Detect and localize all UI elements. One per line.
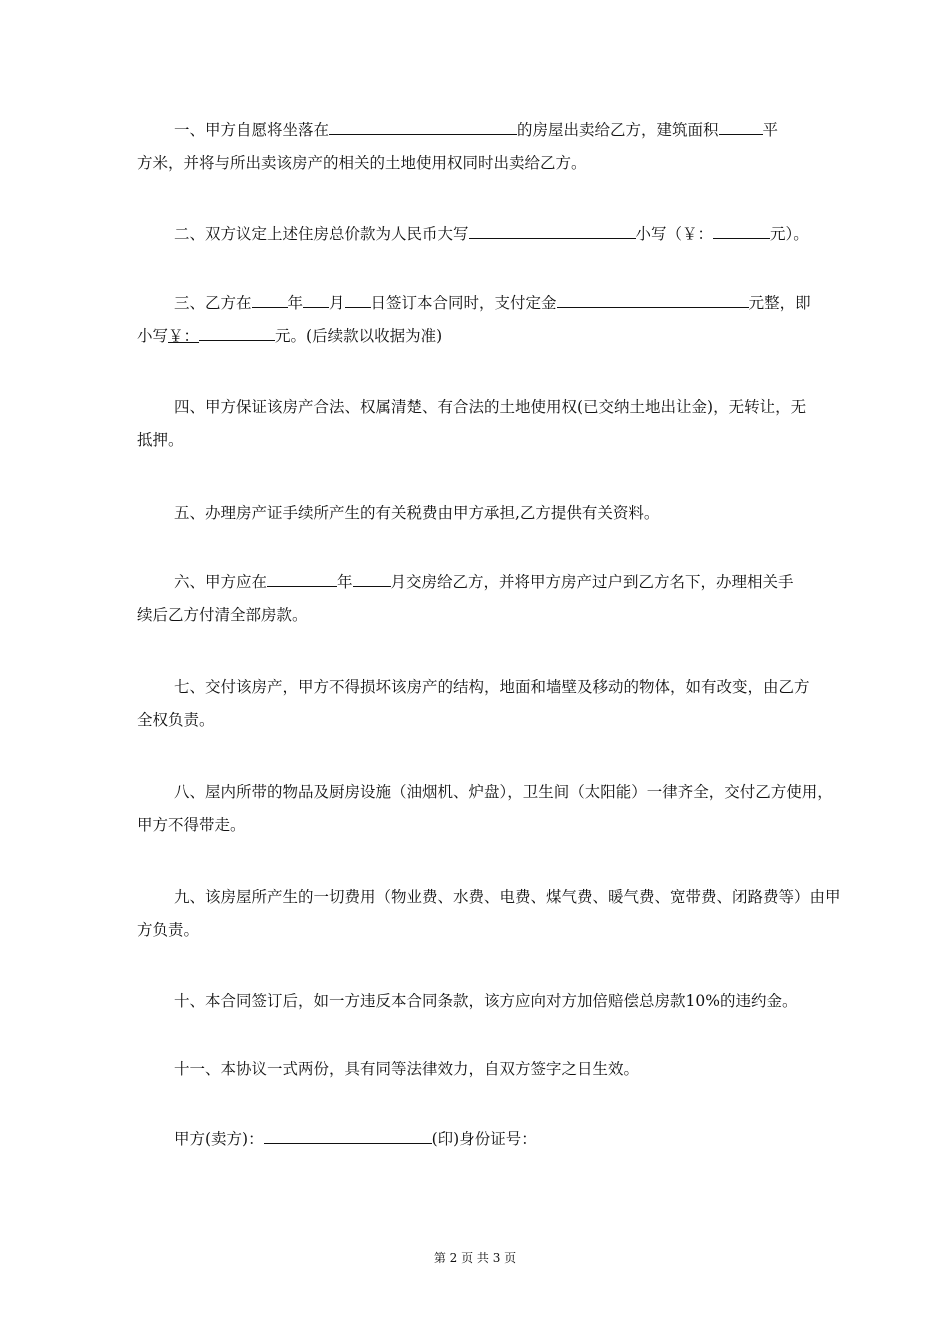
clause-1-line-1 — [137, 114, 813, 147]
deposit-blank[interactable] — [557, 290, 749, 308]
clause-text: 年 — [287, 294, 304, 312]
clause-7-line-1: 七、交付该房产，甲方不得损坏该房产的结构，地面和墙壁及移动的物体，如有改变，由乙方 — [174, 678, 810, 696]
clause-text: 月 — [329, 294, 345, 312]
clause-1-line-2: 方米，并将与所出卖该房产的相关的土地使用权同时出卖给乙方。 — [137, 154, 587, 172]
yuan-symbol: ￥： — [168, 327, 200, 345]
clause-text: 的房屋出卖给乙方，建筑面积 — [517, 121, 719, 139]
clause-6 — [137, 566, 813, 632]
clause-2-line-1 — [137, 218, 813, 251]
year-blank[interactable] — [252, 290, 288, 308]
price-number-blank[interactable] — [713, 221, 770, 239]
clause-text: 六、甲方应在 — [174, 573, 268, 591]
clause-text: 元。(后续款以收据为准) — [275, 327, 443, 345]
clause-9-line-1: 九、该房屋所产生的一切费用（物业费、水费、电费、煤气费、暖气费、宽带费、闭路费等）由甲 — [174, 888, 841, 906]
clause-text: 年 — [337, 573, 353, 591]
clause-11 — [137, 1053, 813, 1086]
id-number-label: (印)身份证号： — [431, 1130, 537, 1148]
clause-8-line-1: 八、屋内所带的物品及厨房设施（油烟机、炉盘），卫生间（太阳能）一律齐全，交付乙方使用， — [174, 783, 833, 801]
deposit-number-blank[interactable] — [199, 323, 275, 341]
page-number: 第 2 页 共 3 页 — [433, 1251, 517, 1265]
clause-9 — [137, 881, 841, 947]
clause-8 — [137, 776, 833, 842]
seller-label: 甲方(卖方)： — [174, 1130, 264, 1148]
handover-month-blank[interactable] — [353, 569, 391, 587]
clause-4-line-1: 四、甲方保证该房产合法、权属清楚、有合法的土地使用权(已交纳土地出让金)，无转让，无 — [174, 398, 807, 416]
signature-line — [137, 1123, 813, 1156]
clause-text: 平 — [762, 121, 779, 139]
clause-4-line-2: 抵押。 — [137, 431, 184, 449]
clause-3-line-1 — [137, 287, 813, 320]
clause-text: 月交房给乙方，并将甲方房产过户到乙方名下，办理相关手 — [390, 573, 794, 591]
signature-row — [137, 1123, 813, 1156]
clause-text: 一、甲方自愿将坐落在 — [174, 121, 330, 139]
clause-text: 小写（￥： — [635, 225, 714, 243]
clause-10-line-1: 十、本合同签订后，如一方违反本合同条款，该方应向对方加倍赔偿总房款10%的违约金。 — [174, 992, 798, 1010]
clause-text: 二、双方议定上述住房总价款为人民币大写 — [174, 225, 469, 243]
clause-3 — [137, 287, 813, 353]
clause-8-line-2: 甲方不得带走。 — [137, 816, 246, 834]
clause-text: 元整，即 — [748, 294, 811, 312]
clause-2 — [137, 218, 813, 251]
clause-1 — [137, 114, 813, 180]
clause-6-line-1 — [137, 566, 813, 599]
handover-year-blank[interactable] — [267, 569, 337, 587]
page-footer — [0, 1250, 950, 1266]
clause-7-line-2: 全权负责。 — [137, 711, 215, 729]
area-blank[interactable] — [719, 117, 763, 135]
address-blank[interactable] — [329, 117, 517, 135]
clause-3-line-2 — [137, 320, 813, 353]
clause-9-line-2: 方负责。 — [137, 921, 200, 939]
clause-7 — [137, 671, 813, 737]
price-uppercase-blank[interactable] — [469, 221, 636, 239]
clause-text: 小写 — [137, 327, 169, 345]
clause-5-line-1: 五、办理房产证手续所产生的有关税费由甲方承担,乙方提供有关资料。 — [174, 504, 660, 522]
clause-10 — [137, 985, 813, 1018]
clause-6-line-2: 续后乙方付清全部房款。 — [137, 606, 308, 624]
clause-text: 元）。 — [770, 225, 809, 243]
clause-text: 三、乙方在 — [174, 294, 252, 312]
month-blank[interactable] — [303, 290, 329, 308]
clause-5 — [137, 497, 813, 530]
seller-signature-blank[interactable] — [264, 1126, 432, 1144]
clause-11-line-1: 十一、本协议一式两份，具有同等法律效力，自双方签字之日生效。 — [174, 1060, 640, 1078]
clause-text: 日签订本合同时，支付定金 — [370, 294, 557, 312]
clause-4 — [137, 391, 813, 457]
day-blank[interactable] — [345, 290, 371, 308]
